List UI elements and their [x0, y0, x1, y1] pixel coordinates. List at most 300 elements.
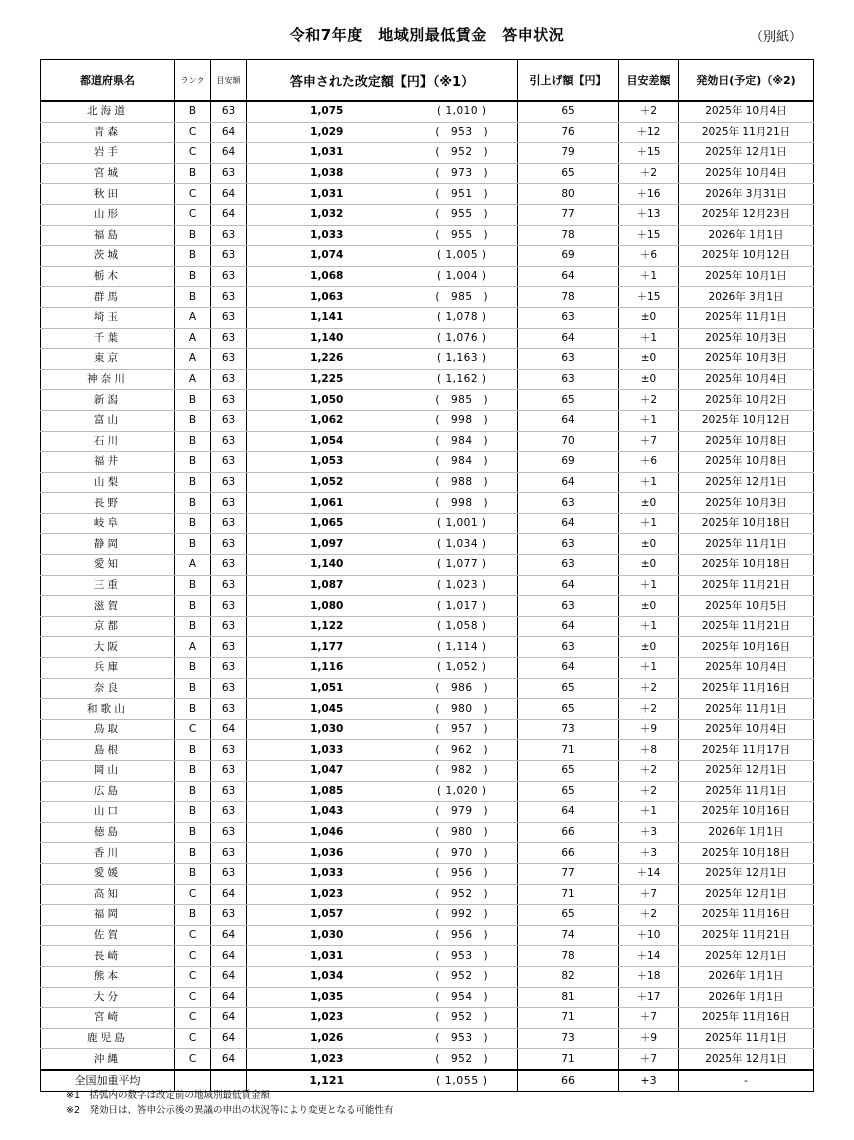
cell-prev: ( 1,163 ) — [407, 349, 518, 370]
cell-date: 2025年 10月18日 — [679, 555, 814, 576]
cell-prev: ( 982 ) — [407, 761, 518, 782]
cell-guide: 64 — [211, 184, 247, 205]
cell-increase: 64 — [518, 266, 619, 287]
cell-wage: 1,061 — [247, 493, 407, 514]
table-row — [41, 678, 814, 699]
cell-wage: 1,122 — [247, 616, 407, 637]
table-row — [41, 802, 814, 823]
cell-wage: 1,140 — [247, 555, 407, 576]
cell-pref: 山口 — [41, 802, 175, 823]
table-row — [41, 390, 814, 411]
cell-date: 2025年 10月8日 — [679, 431, 814, 452]
total-prev: ( 1,055 ) — [407, 1070, 518, 1091]
cell-pref: 岐阜 — [41, 513, 175, 534]
table-row — [41, 761, 814, 782]
cell-prev: ( 998 ) — [407, 410, 518, 431]
cell-increase: 73 — [518, 1028, 619, 1049]
cell-guide: 63 — [211, 452, 247, 473]
table-row — [41, 843, 814, 864]
cell-rank: C — [175, 184, 211, 205]
cell-prev: ( 955 ) — [407, 204, 518, 225]
cell-prev: ( 1,058 ) — [407, 616, 518, 637]
cell-prev: ( 1,052 ) — [407, 658, 518, 679]
cell-diff: ±0 — [619, 534, 679, 555]
table-row — [41, 349, 814, 370]
cell-pref: 福岡 — [41, 905, 175, 926]
cell-rank: A — [175, 637, 211, 658]
cell-wage: 1,031 — [247, 946, 407, 967]
cell-pref: 沖縄 — [41, 1049, 175, 1070]
cell-prev: ( 952 ) — [407, 1008, 518, 1029]
table-row — [41, 699, 814, 720]
cell-prev: ( 1,010 ) — [407, 101, 518, 122]
cell-pref: 三重 — [41, 575, 175, 596]
table-header-row — [41, 60, 814, 102]
cell-wage: 1,085 — [247, 781, 407, 802]
cell-prev: ( 954 ) — [407, 987, 518, 1008]
cell-guide: 63 — [211, 493, 247, 514]
cell-increase: 79 — [518, 143, 619, 164]
page-title: 令和7年度 地域別最低賃金 答申状況 — [289, 26, 565, 44]
cell-rank: B — [175, 616, 211, 637]
cell-pref: 熊本 — [41, 966, 175, 987]
table-row — [41, 204, 814, 225]
cell-prev: ( 979 ) — [407, 802, 518, 823]
cell-increase: 63 — [518, 596, 619, 617]
cell-prev: ( 970 ) — [407, 843, 518, 864]
cell-wage: 1,074 — [247, 246, 407, 267]
cell-prev: ( 952 ) — [407, 143, 518, 164]
cell-rank: B — [175, 575, 211, 596]
attachment-label: （別紙） — [750, 30, 803, 45]
cell-date: 2025年 11月16日 — [679, 678, 814, 699]
cell-rank: B — [175, 863, 211, 884]
cell-date: 2025年 11月16日 — [679, 1008, 814, 1029]
table-row — [41, 884, 814, 905]
cell-increase: 78 — [518, 946, 619, 967]
cell-pref: 山梨 — [41, 472, 175, 493]
cell-guide: 64 — [211, 925, 247, 946]
cell-increase: 65 — [518, 905, 619, 926]
cell-rank: B — [175, 740, 211, 761]
cell-pref: 長野 — [41, 493, 175, 514]
cell-guide: 63 — [211, 513, 247, 534]
header-pref: 都道府県名 — [41, 60, 175, 102]
table-row — [41, 122, 814, 143]
table-row — [41, 925, 814, 946]
table-row — [41, 596, 814, 617]
cell-date: 2025年 11月21日 — [679, 575, 814, 596]
cell-diff: ＋18 — [619, 966, 679, 987]
cell-wage: 1,033 — [247, 225, 407, 246]
cell-diff: ＋2 — [619, 390, 679, 411]
cell-rank: B — [175, 287, 211, 308]
cell-rank: B — [175, 266, 211, 287]
table-row — [41, 534, 814, 555]
cell-wage: 1,033 — [247, 863, 407, 884]
cell-date: 2025年 10月12日 — [679, 410, 814, 431]
cell-wage: 1,031 — [247, 184, 407, 205]
cell-pref: 奈良 — [41, 678, 175, 699]
cell-diff: ＋2 — [619, 699, 679, 720]
cell-rank: C — [175, 719, 211, 740]
cell-date: 2025年 10月4日 — [679, 101, 814, 122]
cell-increase: 63 — [518, 349, 619, 370]
cell-guide: 63 — [211, 534, 247, 555]
header-rank: ランク — [175, 60, 211, 102]
cell-date: 2026年 1月1日 — [679, 966, 814, 987]
cell-pref: 秋田 — [41, 184, 175, 205]
cell-increase: 71 — [518, 740, 619, 761]
cell-increase: 74 — [518, 925, 619, 946]
table-row — [41, 1008, 814, 1029]
cell-diff: ±0 — [619, 555, 679, 576]
cell-rank: B — [175, 699, 211, 720]
cell-diff: ±0 — [619, 307, 679, 328]
cell-guide: 64 — [211, 143, 247, 164]
cell-date: 2025年 10月16日 — [679, 802, 814, 823]
cell-diff: ＋6 — [619, 452, 679, 473]
cell-prev: ( 980 ) — [407, 822, 518, 843]
cell-prev: ( 992 ) — [407, 905, 518, 926]
cell-guide: 63 — [211, 328, 247, 349]
table-row — [41, 163, 814, 184]
cell-prev: ( 1,076 ) — [407, 328, 518, 349]
cell-pref: 茨城 — [41, 246, 175, 267]
cell-wage: 1,046 — [247, 822, 407, 843]
cell-date: 2025年 12月1日 — [679, 946, 814, 967]
table-row — [41, 637, 814, 658]
cell-guide: 63 — [211, 555, 247, 576]
cell-pref: 大阪 — [41, 637, 175, 658]
table-row — [41, 616, 814, 637]
cell-prev: ( 1,034 ) — [407, 534, 518, 555]
cell-date: 2025年 11月1日 — [679, 307, 814, 328]
cell-diff: ＋7 — [619, 884, 679, 905]
cell-rank: B — [175, 410, 211, 431]
cell-pref: 青森 — [41, 122, 175, 143]
cell-date: 2025年 11月21日 — [679, 122, 814, 143]
cell-date: 2025年 11月21日 — [679, 616, 814, 637]
cell-date: 2025年 12月1日 — [679, 472, 814, 493]
total-date: - — [679, 1070, 814, 1091]
cell-diff: ＋13 — [619, 204, 679, 225]
cell-wage: 1,062 — [247, 410, 407, 431]
cell-rank: B — [175, 843, 211, 864]
cell-rank: C — [175, 946, 211, 967]
table-row — [41, 143, 814, 164]
cell-date: 2025年 11月21日 — [679, 925, 814, 946]
cell-wage: 1,063 — [247, 287, 407, 308]
cell-rank: B — [175, 678, 211, 699]
cell-guide: 63 — [211, 225, 247, 246]
cell-wage: 1,097 — [247, 534, 407, 555]
cell-guide: 64 — [211, 946, 247, 967]
table-row — [41, 1028, 814, 1049]
cell-wage: 1,026 — [247, 1028, 407, 1049]
cell-rank: C — [175, 966, 211, 987]
header-increase: 引上げ額【円】 — [518, 60, 619, 102]
cell-pref: 神奈川 — [41, 369, 175, 390]
cell-date: 2025年 12月1日 — [679, 863, 814, 884]
cell-prev: ( 953 ) — [407, 946, 518, 967]
cell-guide: 64 — [211, 122, 247, 143]
cell-date: 2025年 10月1日 — [679, 266, 814, 287]
table-row — [41, 966, 814, 987]
cell-diff: ±0 — [619, 349, 679, 370]
cell-date: 2026年 1月1日 — [679, 987, 814, 1008]
cell-date: 2025年 10月8日 — [679, 452, 814, 473]
cell-date: 2025年 12月23日 — [679, 204, 814, 225]
cell-rank: C — [175, 925, 211, 946]
cell-increase: 80 — [518, 184, 619, 205]
cell-wage: 1,177 — [247, 637, 407, 658]
cell-diff: ±0 — [619, 369, 679, 390]
table-row — [41, 575, 814, 596]
cell-rank: C — [175, 987, 211, 1008]
cell-prev: ( 1,005 ) — [407, 246, 518, 267]
cell-pref: 栃木 — [41, 266, 175, 287]
cell-diff: ＋2 — [619, 163, 679, 184]
cell-prev: ( 1,017 ) — [407, 596, 518, 617]
cell-guide: 63 — [211, 410, 247, 431]
cell-rank: C — [175, 1028, 211, 1049]
footnote-2: ※2 発効日は、答申公示後の異議の申出の状況等により変更となる可能性有 — [66, 1105, 394, 1116]
cell-date: 2025年 10月5日 — [679, 596, 814, 617]
cell-increase: 77 — [518, 204, 619, 225]
cell-prev: ( 962 ) — [407, 740, 518, 761]
cell-wage: 1,045 — [247, 699, 407, 720]
cell-pref: 千葉 — [41, 328, 175, 349]
cell-guide: 64 — [211, 204, 247, 225]
cell-pref: 京都 — [41, 616, 175, 637]
cell-wage: 1,053 — [247, 452, 407, 473]
cell-diff: ＋12 — [619, 122, 679, 143]
cell-date: 2025年 10月3日 — [679, 493, 814, 514]
table-body — [41, 101, 814, 1070]
cell-guide: 64 — [211, 1008, 247, 1029]
footnotes — [66, 1088, 394, 1118]
cell-prev: ( 985 ) — [407, 390, 518, 411]
cell-guide: 64 — [211, 719, 247, 740]
cell-guide: 63 — [211, 307, 247, 328]
cell-diff: ＋2 — [619, 678, 679, 699]
cell-rank: B — [175, 802, 211, 823]
cell-pref: 石川 — [41, 431, 175, 452]
cell-increase: 64 — [518, 575, 619, 596]
cell-guide: 63 — [211, 616, 247, 637]
cell-date: 2025年 11月17日 — [679, 740, 814, 761]
cell-increase: 64 — [518, 616, 619, 637]
cell-rank: A — [175, 555, 211, 576]
cell-rank: B — [175, 781, 211, 802]
cell-guide: 64 — [211, 987, 247, 1008]
cell-prev: ( 984 ) — [407, 452, 518, 473]
cell-pref: 滋賀 — [41, 596, 175, 617]
table-row — [41, 410, 814, 431]
cell-increase: 63 — [518, 555, 619, 576]
cell-diff: ＋1 — [619, 328, 679, 349]
cell-guide: 63 — [211, 101, 247, 122]
table-row — [41, 184, 814, 205]
cell-wage: 1,034 — [247, 966, 407, 987]
cell-diff: ＋14 — [619, 863, 679, 884]
cell-prev: ( 1,078 ) — [407, 307, 518, 328]
cell-rank: B — [175, 431, 211, 452]
cell-increase: 71 — [518, 1008, 619, 1029]
cell-rank: B — [175, 905, 211, 926]
cell-prev: ( 1,004 ) — [407, 266, 518, 287]
cell-pref: 埼玉 — [41, 307, 175, 328]
cell-pref: 大分 — [41, 987, 175, 1008]
table-row — [41, 658, 814, 679]
cell-wage: 1,051 — [247, 678, 407, 699]
cell-pref: 兵庫 — [41, 658, 175, 679]
cell-wage: 1,030 — [247, 719, 407, 740]
cell-guide: 63 — [211, 246, 247, 267]
cell-diff: ＋1 — [619, 513, 679, 534]
cell-guide: 63 — [211, 472, 247, 493]
cell-pref: 北海道 — [41, 101, 175, 122]
cell-guide: 64 — [211, 1028, 247, 1049]
table-row — [41, 225, 814, 246]
cell-increase: 63 — [518, 493, 619, 514]
cell-diff: ＋16 — [619, 184, 679, 205]
cell-prev: ( 952 ) — [407, 966, 518, 987]
cell-guide: 63 — [211, 822, 247, 843]
cell-date: 2025年 11月1日 — [679, 1028, 814, 1049]
cell-prev: ( 956 ) — [407, 925, 518, 946]
cell-guide: 63 — [211, 349, 247, 370]
cell-pref: 山形 — [41, 204, 175, 225]
cell-increase: 64 — [518, 328, 619, 349]
cell-rank: C — [175, 1049, 211, 1070]
cell-wage: 1,141 — [247, 307, 407, 328]
cell-wage: 1,035 — [247, 987, 407, 1008]
cell-prev: ( 1,023 ) — [407, 575, 518, 596]
cell-increase: 64 — [518, 410, 619, 431]
cell-prev: ( 1,162 ) — [407, 369, 518, 390]
cell-increase: 64 — [518, 472, 619, 493]
total-diff: +3 — [619, 1070, 679, 1091]
cell-rank: B — [175, 596, 211, 617]
cell-date: 2025年 10月18日 — [679, 513, 814, 534]
cell-date: 2025年 10月18日 — [679, 843, 814, 864]
cell-rank: B — [175, 452, 211, 473]
cell-guide: 63 — [211, 637, 247, 658]
cell-rank: C — [175, 204, 211, 225]
table-row — [41, 101, 814, 122]
table-row — [41, 246, 814, 267]
cell-increase: 66 — [518, 843, 619, 864]
cell-rank: B — [175, 472, 211, 493]
cell-wage: 1,075 — [247, 101, 407, 122]
cell-diff: ＋10 — [619, 925, 679, 946]
header-wage: 答申された改定額【円】（※1） — [247, 60, 518, 102]
cell-guide: 63 — [211, 802, 247, 823]
cell-pref: 宮崎 — [41, 1008, 175, 1029]
cell-guide: 63 — [211, 287, 247, 308]
cell-guide: 63 — [211, 678, 247, 699]
cell-guide: 63 — [211, 761, 247, 782]
cell-rank: A — [175, 307, 211, 328]
cell-pref: 高知 — [41, 884, 175, 905]
cell-pref: 和歌山 — [41, 699, 175, 720]
cell-diff: ＋1 — [619, 410, 679, 431]
cell-date: 2025年 10月3日 — [679, 328, 814, 349]
cell-wage: 1,225 — [247, 369, 407, 390]
cell-date: 2025年 10月4日 — [679, 658, 814, 679]
cell-pref: 岩手 — [41, 143, 175, 164]
cell-pref: 群馬 — [41, 287, 175, 308]
cell-increase: 70 — [518, 431, 619, 452]
cell-wage: 1,033 — [247, 740, 407, 761]
cell-diff: ±0 — [619, 493, 679, 514]
cell-increase: 69 — [518, 452, 619, 473]
cell-rank: B — [175, 493, 211, 514]
cell-diff: ＋1 — [619, 616, 679, 637]
cell-diff: ＋7 — [619, 1049, 679, 1070]
table-row — [41, 493, 814, 514]
cell-rank: B — [175, 390, 211, 411]
cell-date: 2025年 10月12日 — [679, 246, 814, 267]
table-row — [41, 1049, 814, 1070]
cell-prev: ( 955 ) — [407, 225, 518, 246]
table-row — [41, 719, 814, 740]
table-row — [41, 369, 814, 390]
cell-increase: 65 — [518, 163, 619, 184]
cell-guide: 63 — [211, 163, 247, 184]
cell-guide: 63 — [211, 740, 247, 761]
cell-guide: 63 — [211, 781, 247, 802]
cell-guide: 63 — [211, 369, 247, 390]
cell-increase: 65 — [518, 390, 619, 411]
cell-rank: B — [175, 658, 211, 679]
table-row — [41, 781, 814, 802]
cell-prev: ( 1,114 ) — [407, 637, 518, 658]
cell-diff: ＋9 — [619, 1028, 679, 1049]
cell-pref: 新潟 — [41, 390, 175, 411]
total-label: 全国加重平均 — [41, 1070, 175, 1091]
cell-date: 2026年 1月1日 — [679, 225, 814, 246]
cell-guide: 64 — [211, 966, 247, 987]
cell-prev: ( 1,020 ) — [407, 781, 518, 802]
cell-wage: 1,050 — [247, 390, 407, 411]
cell-prev: ( 985 ) — [407, 287, 518, 308]
cell-pref: 愛知 — [41, 555, 175, 576]
cell-diff: ＋1 — [619, 802, 679, 823]
cell-prev: ( 952 ) — [407, 884, 518, 905]
cell-pref: 富山 — [41, 410, 175, 431]
cell-pref: 広島 — [41, 781, 175, 802]
cell-pref: 宮城 — [41, 163, 175, 184]
table-row — [41, 266, 814, 287]
cell-date: 2026年 3月1日 — [679, 287, 814, 308]
cell-date: 2025年 12月1日 — [679, 1049, 814, 1070]
cell-pref: 愛媛 — [41, 863, 175, 884]
cell-rank: B — [175, 534, 211, 555]
cell-rank: B — [175, 761, 211, 782]
cell-prev: ( 953 ) — [407, 122, 518, 143]
cell-diff: ＋1 — [619, 575, 679, 596]
cell-diff: ±0 — [619, 596, 679, 617]
cell-pref: 鳥取 — [41, 719, 175, 740]
cell-rank: B — [175, 101, 211, 122]
cell-date: 2025年 12月1日 — [679, 884, 814, 905]
cell-diff: ＋6 — [619, 246, 679, 267]
cell-date: 2025年 10月4日 — [679, 163, 814, 184]
cell-pref: 静岡 — [41, 534, 175, 555]
